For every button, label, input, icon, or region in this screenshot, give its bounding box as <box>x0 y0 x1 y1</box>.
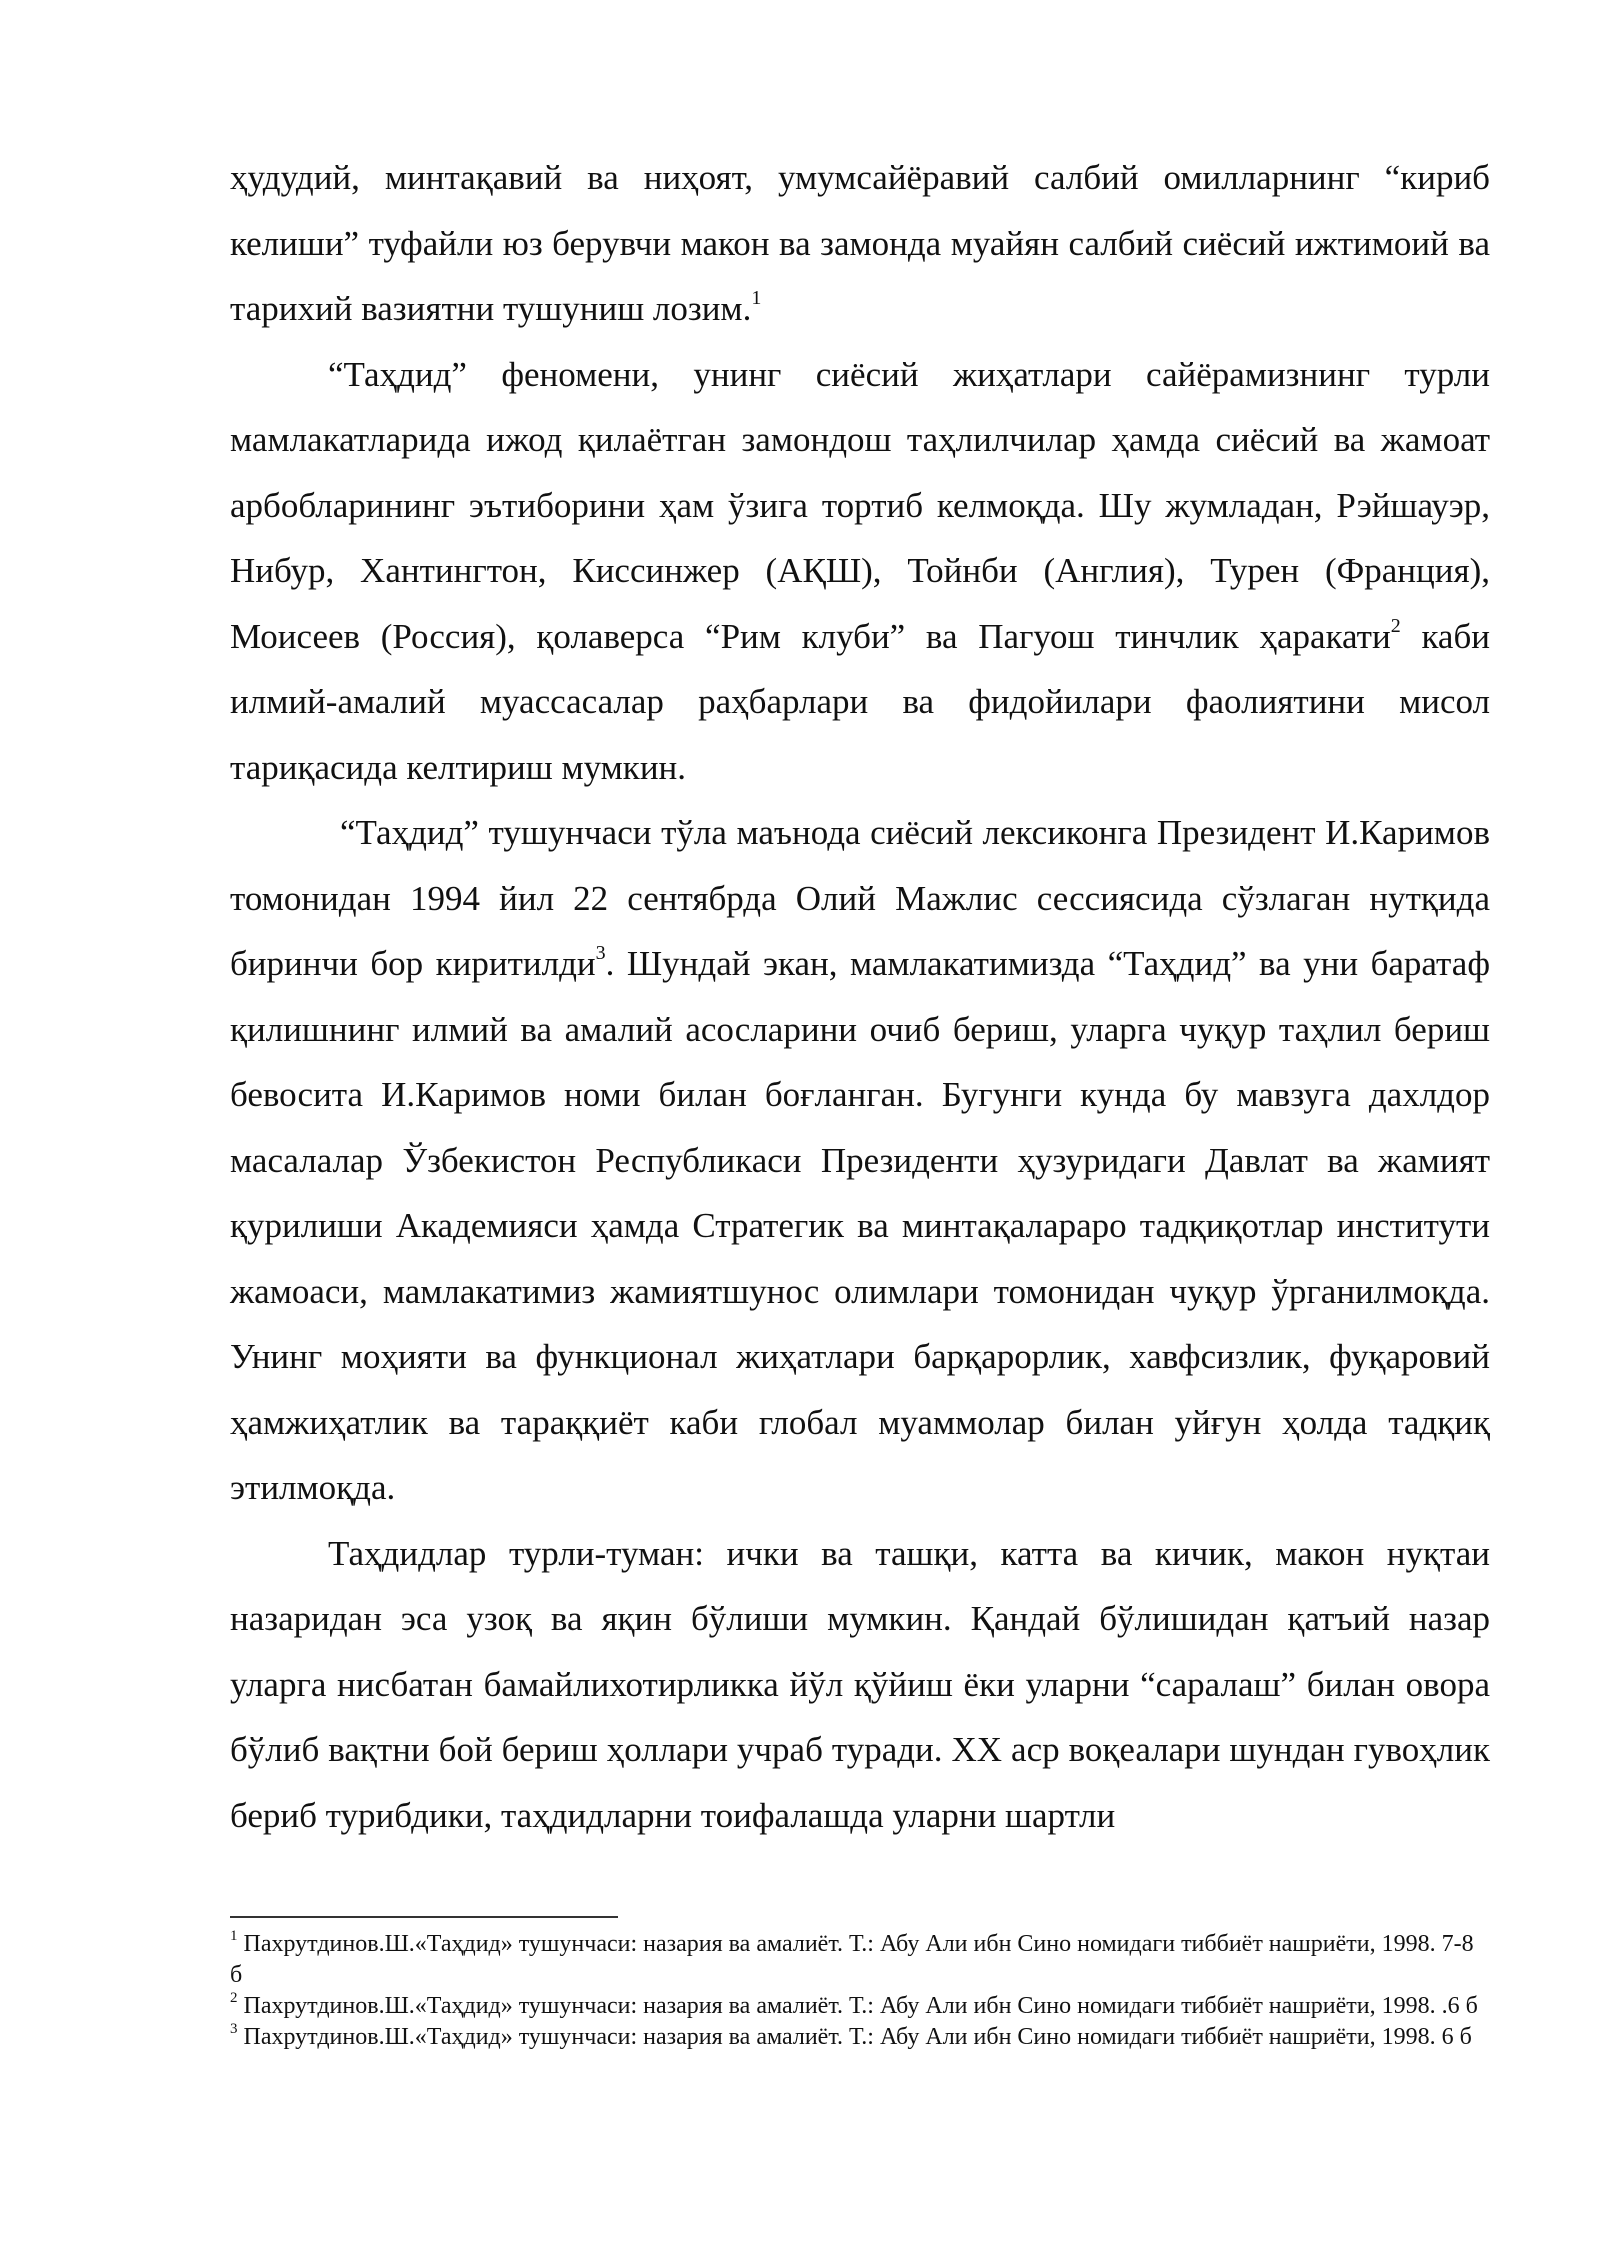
paragraph-2-text-b: каби илмий-амалий муассасалар раҳбарлари ва фидойилари фаолиятини мисол тариқасида келтириш мумкин. <box>230 616 1490 787</box>
paragraph-4 <box>230 1521 1490 1849</box>
footnote-2-text: Пахрутдинов.Ш.«Таҳдид» тушунчаси: назария ва амалиёт. Т.: Абу Али ибн Сино номидаги тиббиёт нашриёти, 1998. .6 б <box>243 1993 1478 2019</box>
paragraph-4-text: Таҳдидлар турли-туман: ички ва ташқи, катта ва кичик, макон нуқтаи назаридан эса узоқ ва яқин бўлиши мумкин. Қандай бўлишидан қатъий назар уларга нисбатан бамайлихотирликка йўл қўйиш ёки уларни “саралаш” билан овора бўлиб вақтни бой бериш ҳоллари учраб туради. XX аср воқеалари шундан гувоҳлик бериб турибдики, таҳдидларни тоифалашда уларни шартли <box>230 1533 1490 1835</box>
paragraph-2-text-a: “Таҳдид” феномени, унинг сиёсий жиҳатлари сайёрамизнинг турли мамлакатларида ижод қилаётган замондош таҳлилчилар ҳамда сиёсий ва жамоат арбобларининг эътиборини ҳам ўзига тортиб келмоқда. Шу жумладан, Рэйшауэр, Нибур, Хантингтон, Киссинжер (АҚШ), Тойнби (Англия), Турен (Франция), Моисеев (Россия), қолаверса “Рим клуби” ва Пагуош тинчлик ҳаракати <box>230 354 1490 656</box>
footnote-2 <box>230 1991 1490 2022</box>
footnote-2-number: 2 <box>230 1990 238 2006</box>
footnote-ref-3[interactable]: 3 <box>595 942 606 965</box>
body-text <box>230 145 1490 1848</box>
footnote-ref-1[interactable]: 1 <box>751 287 762 310</box>
paragraph-2 <box>230 342 1490 801</box>
footnote-1-number: 1 <box>230 1928 238 1944</box>
footnotes <box>230 1929 1490 2053</box>
footnote-3-number: 3 <box>230 2021 238 2037</box>
paragraph-3-text-a: “Таҳдид” тушунчаси тўла маънода сиёсий лексиконга Президент И.Каримов томонидан 1994 йил 22 сентябрда Олий Мажлис сессиясида сўзлаган нутқида биринчи бор киритилди <box>230 813 1490 983</box>
footnote-separator <box>230 1916 618 1918</box>
paragraph-3-text-b: . Шундай экан, мамлакатимизда “Таҳдид” ва уни баратаф қилишнинг илмий ва амалий асосларини очиб бериш, уларга чуқур таҳлил бериш бевосита И.Каримов номи билан боғланган. Бугунги кунда бу мавзуга дахлдор масалалар Ўзбекистон Республикаси Президенти ҳузуридаги Давлат ва жамият қурилиши Академияси ҳамда Стратегик ва минтақалараро тадқиқотлар институти жамоаси, мамлакатимиз жамиятшунос олимлари томонидан чуқур ўрганилмоқда. Унинг моҳияти ва функционал жиҳатлари барқарорлик, хавфсизлик, фуқаровий ҳамжиҳатлик ва тараққиёт каби глобал муаммолар билан уйғун ҳолда тадқиқ этилмоқда. <box>230 944 1490 1507</box>
footnote-ref-2[interactable]: 2 <box>1390 614 1401 637</box>
paragraph-1 <box>230 145 1490 342</box>
footnote-1-text: Пахрутдинов.Ш.«Таҳдид» тушунчаси: назария ва амалиёт. Т.: Абу Али ибн Сино номидаги тиббиёт нашриёти, 1998. 7-8 б <box>230 1931 1474 1988</box>
footnote-3 <box>230 2022 1490 2053</box>
paragraph-1-text: ҳудудий, минтақавий ва ниҳоят, умумсайёравий салбий омилларнинг “кириб келиши” туфайли юз берувчи макон ва замонда муайян салбий сиёсий ижтимоий ва тарихий вазиятни тушуниш лозим. <box>230 158 1490 328</box>
paragraph-3 <box>230 800 1490 1521</box>
footnote-1 <box>230 1929 1490 1991</box>
footnote-3-text: Пахрутдинов.Ш.«Таҳдид» тушунчаси: назария ва амалиёт. Т.: Абу Али ибн Сино номидаги тиббиёт нашриёти, 1998. 6 б <box>243 2024 1472 2050</box>
